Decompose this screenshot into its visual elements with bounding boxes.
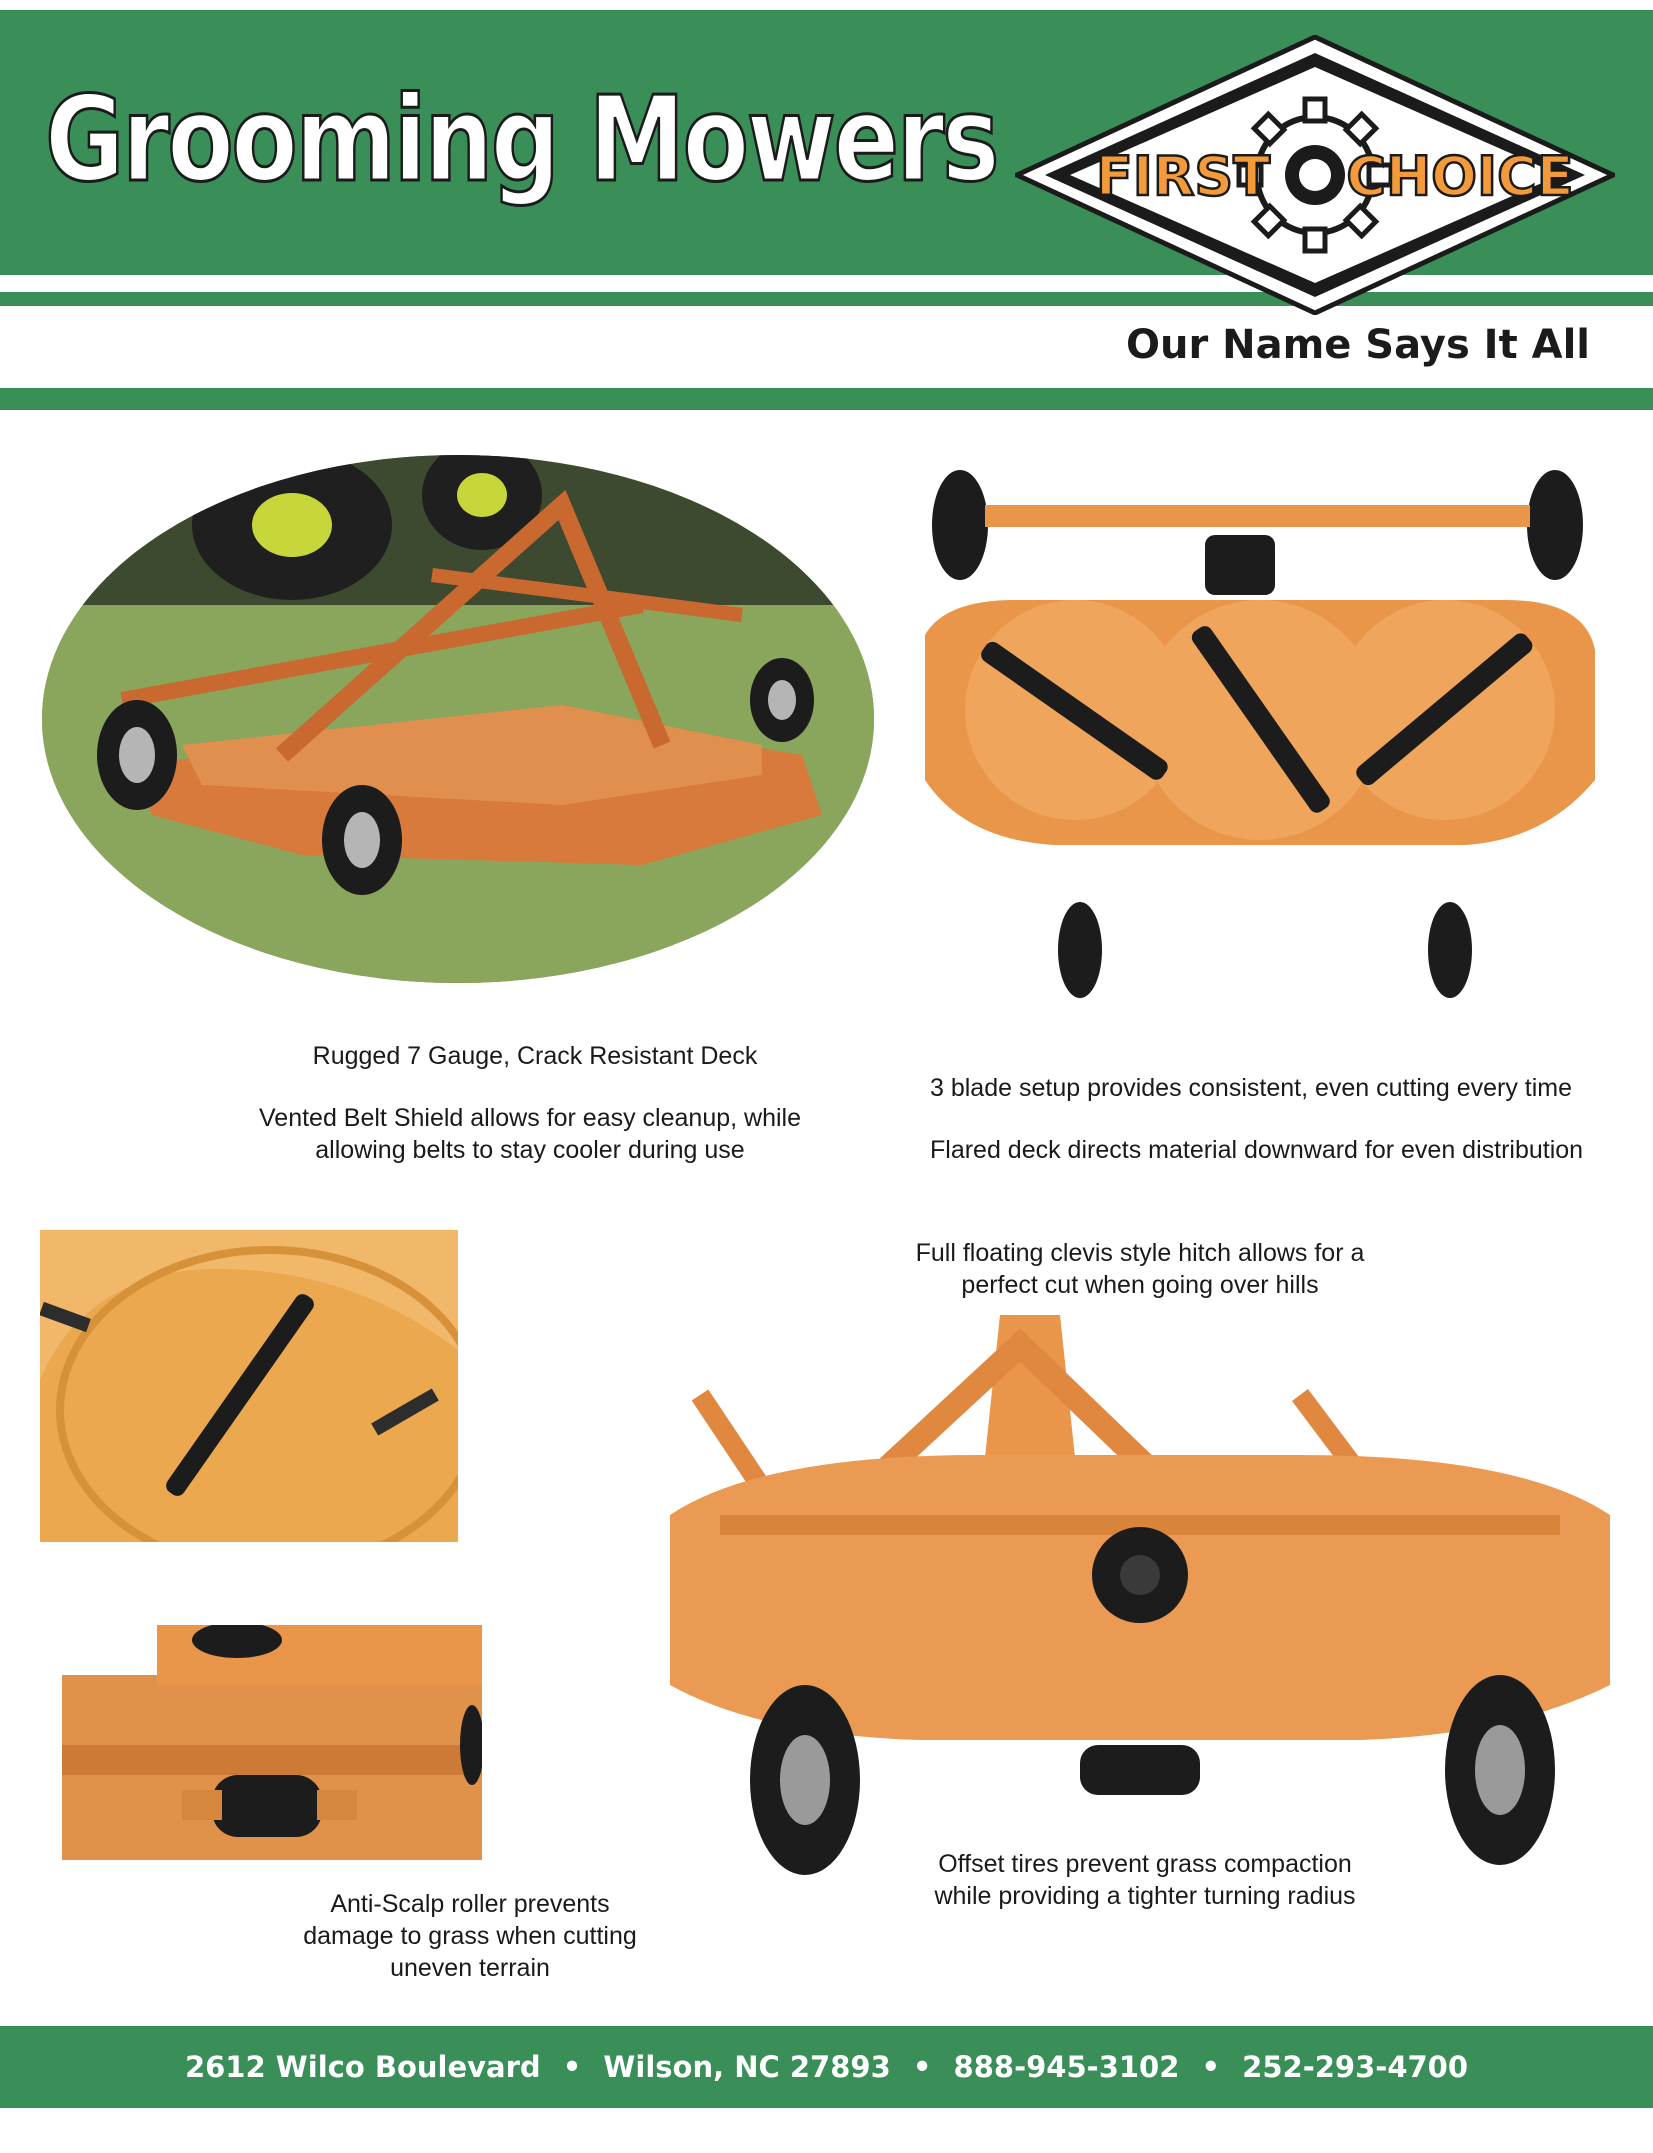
mower-field-photo — [42, 455, 874, 983]
offset-tires-caption-line2: while providing a tighter turning radius — [934, 1882, 1356, 1910]
hitch-caption-line1: Full floating clevis style hitch allows for a — [915, 1239, 1365, 1267]
hitch-caption-line2: perfect cut when going over hills — [961, 1271, 1319, 1299]
logo-word-choice: CHOICE — [1346, 145, 1574, 208]
blade-closeup-photo — [40, 1230, 458, 1542]
roller-caption-line2: damage to grass when cutting — [303, 1922, 637, 1950]
blade-setup-caption: 3 blade setup provides consistent, even cutting every time — [930, 1074, 1573, 1102]
tagline: Our Name Says It All — [1125, 322, 1590, 368]
footer-separator: • — [1201, 2050, 1221, 2084]
flared-deck-caption: Flared deck directs material downward for even distribution — [930, 1136, 1584, 1164]
mower-underside-photo — [905, 450, 1610, 1005]
header-underline-band — [0, 388, 1653, 410]
footer-address: 2612 Wilco Boulevard — [184, 2050, 541, 2084]
belt-shield-caption-line2: allowing belts to stay cooler during use — [315, 1136, 745, 1164]
footer-separator: • — [912, 2050, 932, 2084]
roller-caption-line3: uneven terrain — [390, 1954, 550, 1982]
mower-front-photo — [660, 1305, 1620, 1880]
roller-caption-line1: Anti-Scalp roller prevents — [330, 1890, 610, 1918]
belt-shield-caption-line1: Vented Belt Shield allows for easy cleanup, while — [259, 1104, 801, 1132]
footer-city: Wilson, NC 27893 — [603, 2050, 891, 2084]
first-choice-logo — [1015, 35, 1615, 315]
footer-phone-2: 252-293-4700 — [1242, 2050, 1469, 2084]
offset-tires-caption-line1: Offset tires prevent grass compaction — [938, 1850, 1352, 1878]
footer-contact — [0, 2026, 1653, 2108]
logo-word-first: FIRST — [1095, 145, 1271, 208]
footer-phone-1: 888-945-3102 — [953, 2050, 1180, 2084]
footer-separator: • — [562, 2050, 582, 2084]
footer-band — [0, 2026, 1653, 2108]
roller-closeup-photo — [62, 1625, 482, 1860]
deck-caption: Rugged 7 Gauge, Crack Resistant Deck — [312, 1042, 758, 1070]
page-title: Grooming Mowers — [45, 70, 998, 208]
